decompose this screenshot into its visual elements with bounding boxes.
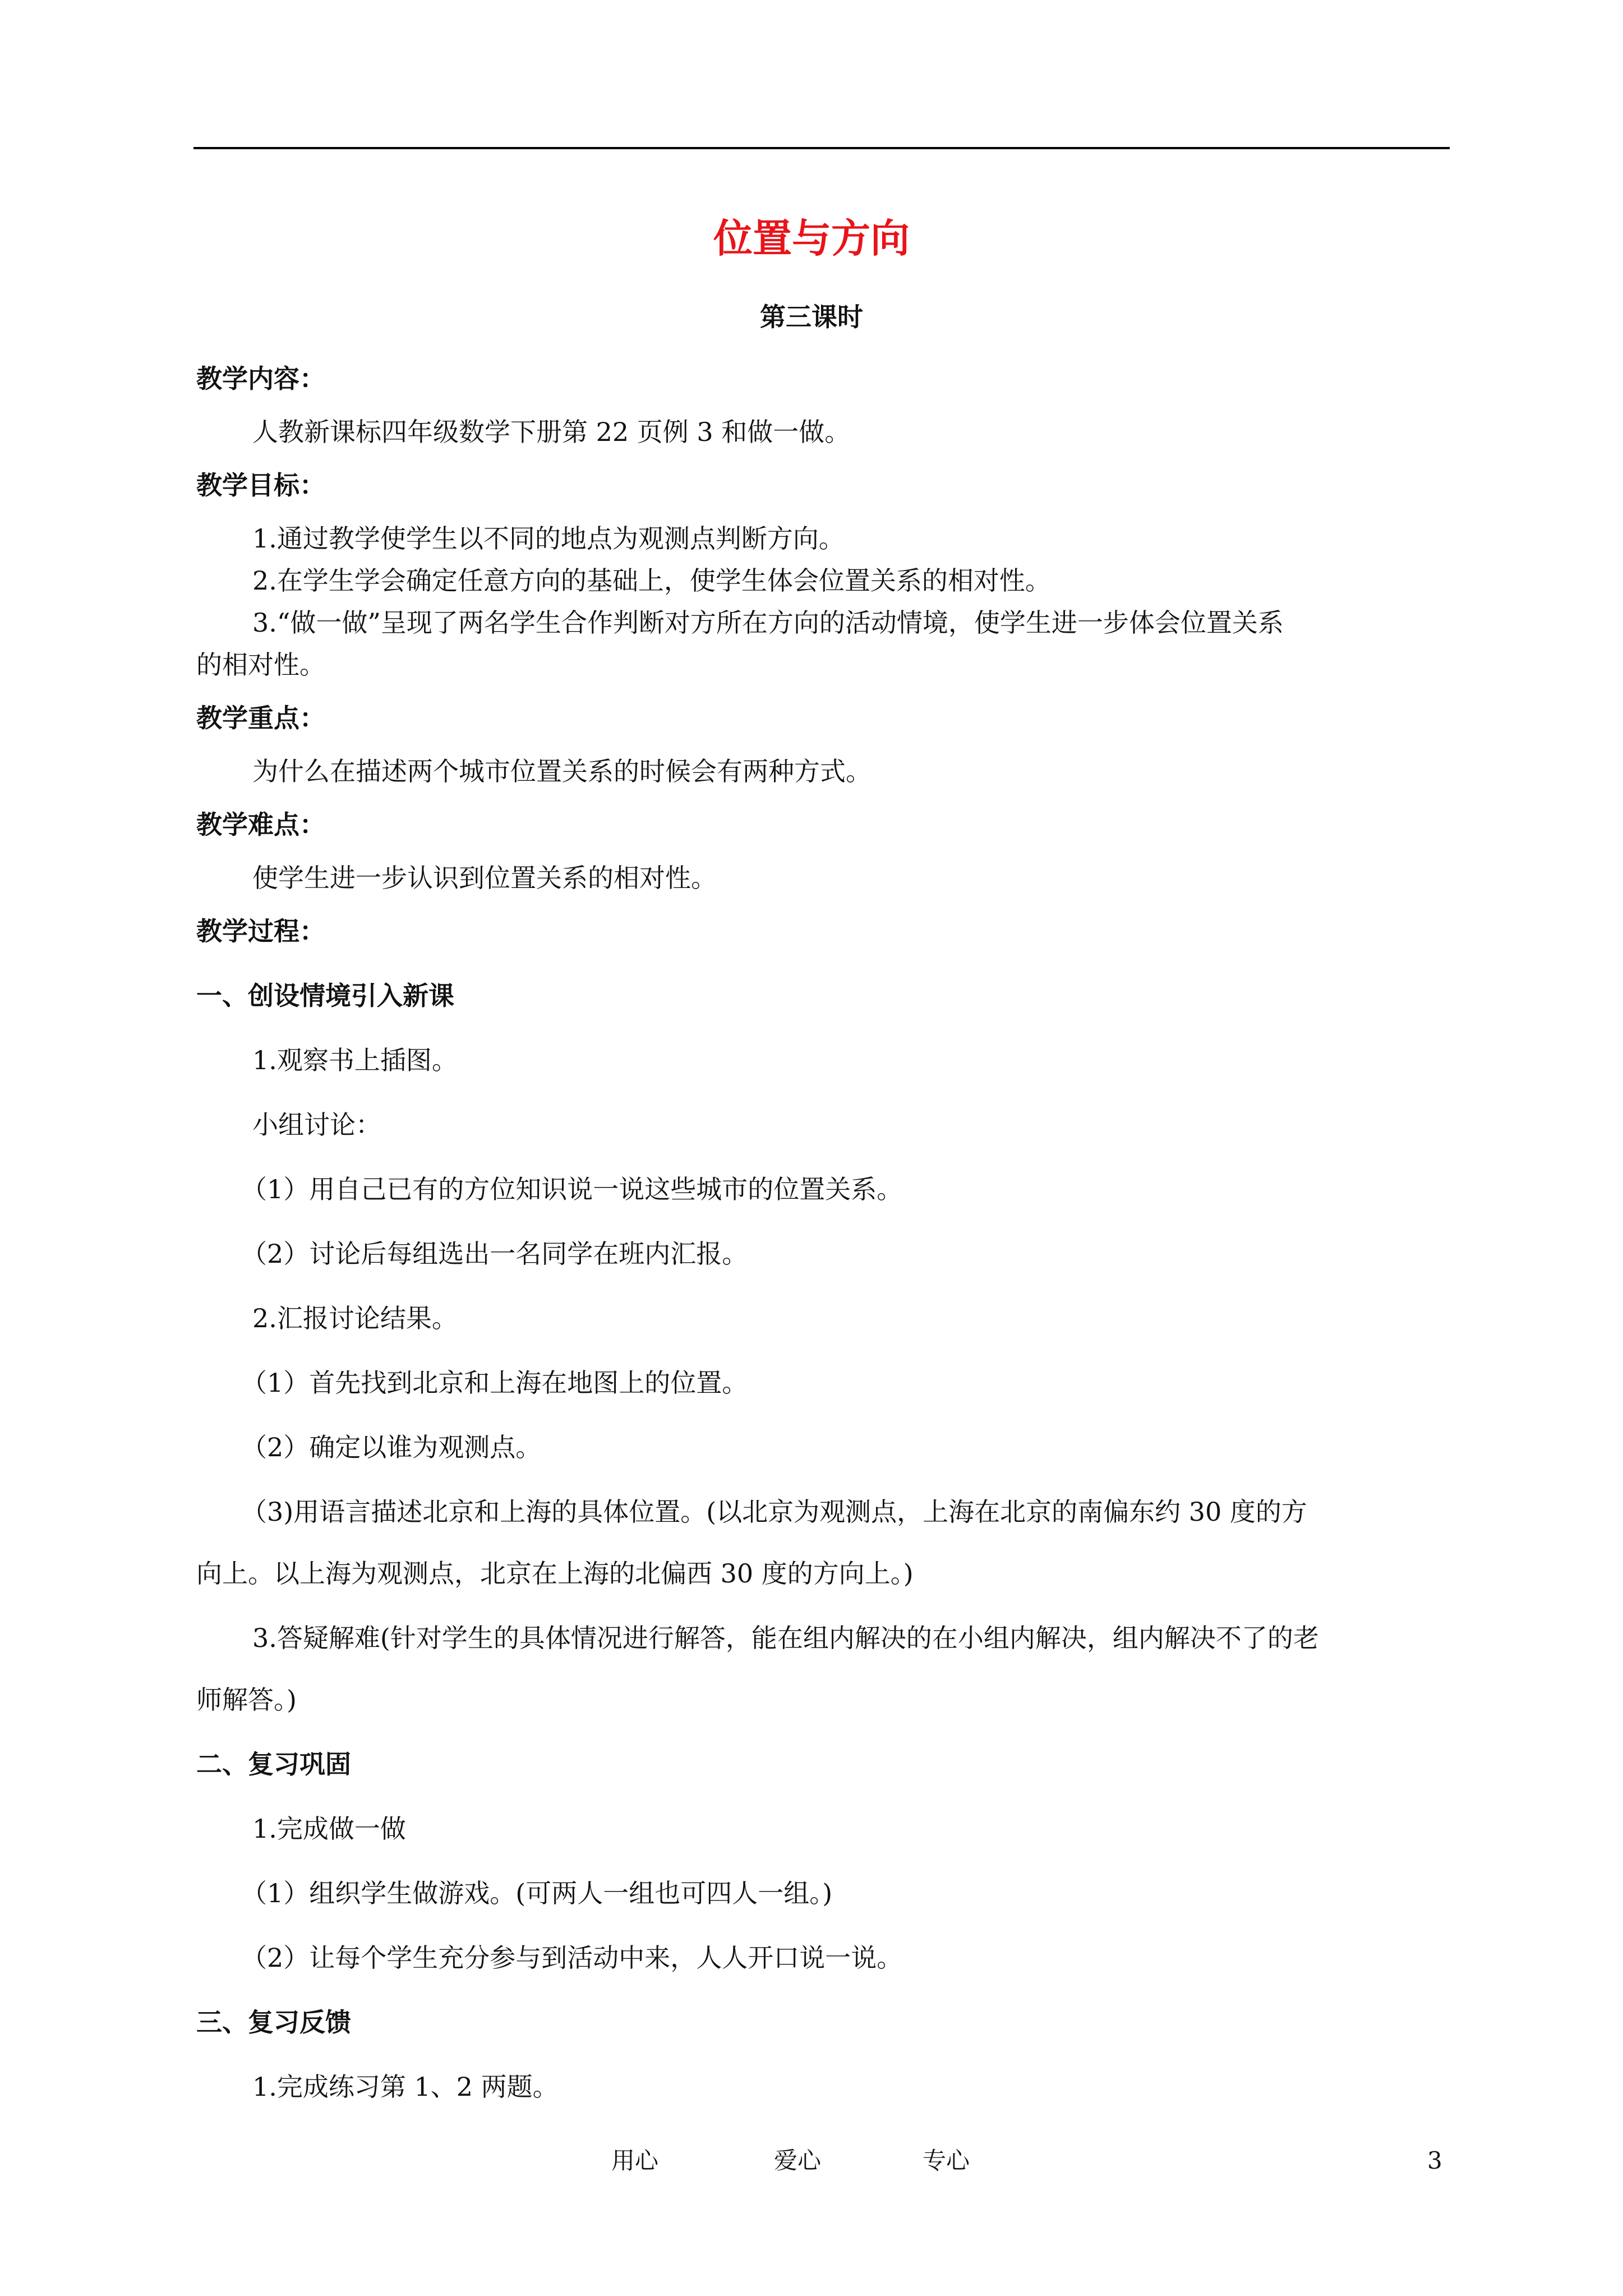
content-text: 人教新课标四年级数学下册第 22 页例 3 和做一做。 bbox=[252, 417, 851, 447]
part-1-report-2: （2）确定以谁为观测点。 bbox=[241, 1432, 542, 1462]
part-1-item-3-line-1: 3.答疑解难(针对学生的具体情况进行解答，能在组内解决的在小组内解决，组内解决不了的老 bbox=[252, 1623, 1319, 1653]
header-rule bbox=[193, 147, 1450, 149]
part-2-heading: 二、复习巩固 bbox=[196, 1749, 351, 1779]
part-2-sub-2: （2）让每个学生充分参与到活动中来，人人开口说一说。 bbox=[241, 1943, 903, 1973]
part-1-heading: 一、创设情境引入新课 bbox=[196, 981, 454, 1011]
document-title: 位置与方向 bbox=[713, 215, 910, 261]
key-text: 为什么在描述两个城市位置关系的时候会有两种方式。 bbox=[252, 756, 872, 786]
difficulty-heading: 教学难点： bbox=[196, 809, 325, 840]
goal-3-line-2: 的相对性。 bbox=[196, 650, 325, 680]
part-1-report-1: （1）首先找到北京和上海在地图上的位置。 bbox=[241, 1368, 748, 1398]
page-number: 3 bbox=[1427, 2147, 1442, 2174]
footer-right: 专心 bbox=[923, 2147, 970, 2174]
part-2-item-1: 1.完成做一做 bbox=[252, 1814, 406, 1844]
part-1-item-1: 1.观察书上插图。 bbox=[252, 1045, 458, 1075]
part-3-heading: 三、复习反馈 bbox=[196, 2007, 351, 2037]
part-1-item-2: 2.汇报讨论结果。 bbox=[252, 1303, 458, 1333]
lesson-subtitle: 第三课时 bbox=[760, 302, 863, 332]
goals-heading: 教学目标： bbox=[196, 470, 325, 500]
difficulty-text: 使学生进一步认识到位置关系的相对性。 bbox=[252, 863, 717, 893]
goal-2: 2.在学生学会确定任意方向的基础上，使学生体会位置关系的相对性。 bbox=[252, 565, 1051, 596]
content-heading: 教学内容： bbox=[196, 364, 325, 394]
footer-middle: 爱心 bbox=[774, 2147, 822, 2174]
goal-3-line-1: 3.“做一做”呈现了两名学生合作判断对方所在方向的活动情境，使学生进一步体会位置关系 bbox=[252, 608, 1284, 638]
part-1-group-item-2: （2）讨论后每组选出一名同学在班内汇报。 bbox=[241, 1239, 748, 1269]
part-1-report-3-line-1: （3)用语言描述北京和上海的具体位置。(以北京为观测点，上海在北京的南偏东约 30 度的方 bbox=[241, 1497, 1307, 1527]
part-1-group-label: 小组讨论： bbox=[252, 1110, 381, 1140]
part-1-report-3-line-2: 向上。以上海为观测点，北京在上海的北偏西 30 度的方向上。) bbox=[196, 1558, 914, 1589]
part-2-sub-1: （1）组织学生做游戏。(可两人一组也可四人一组。) bbox=[241, 1878, 833, 1908]
goal-1: 1.通过教学使学生以不同的地点为观测点判断方向。 bbox=[252, 523, 845, 554]
process-heading: 教学过程： bbox=[196, 916, 325, 946]
key-heading: 教学重点： bbox=[196, 703, 325, 733]
part-1-item-3-line-2: 师解答。) bbox=[196, 1685, 297, 1715]
part-3-item-1: 1.完成练习第 1、2 两题。 bbox=[252, 2072, 559, 2102]
footer-left: 用心 bbox=[611, 2147, 659, 2174]
part-1-group-item-1: （1）用自己已有的方位知识说一说这些城市的位置关系。 bbox=[241, 1174, 903, 1204]
